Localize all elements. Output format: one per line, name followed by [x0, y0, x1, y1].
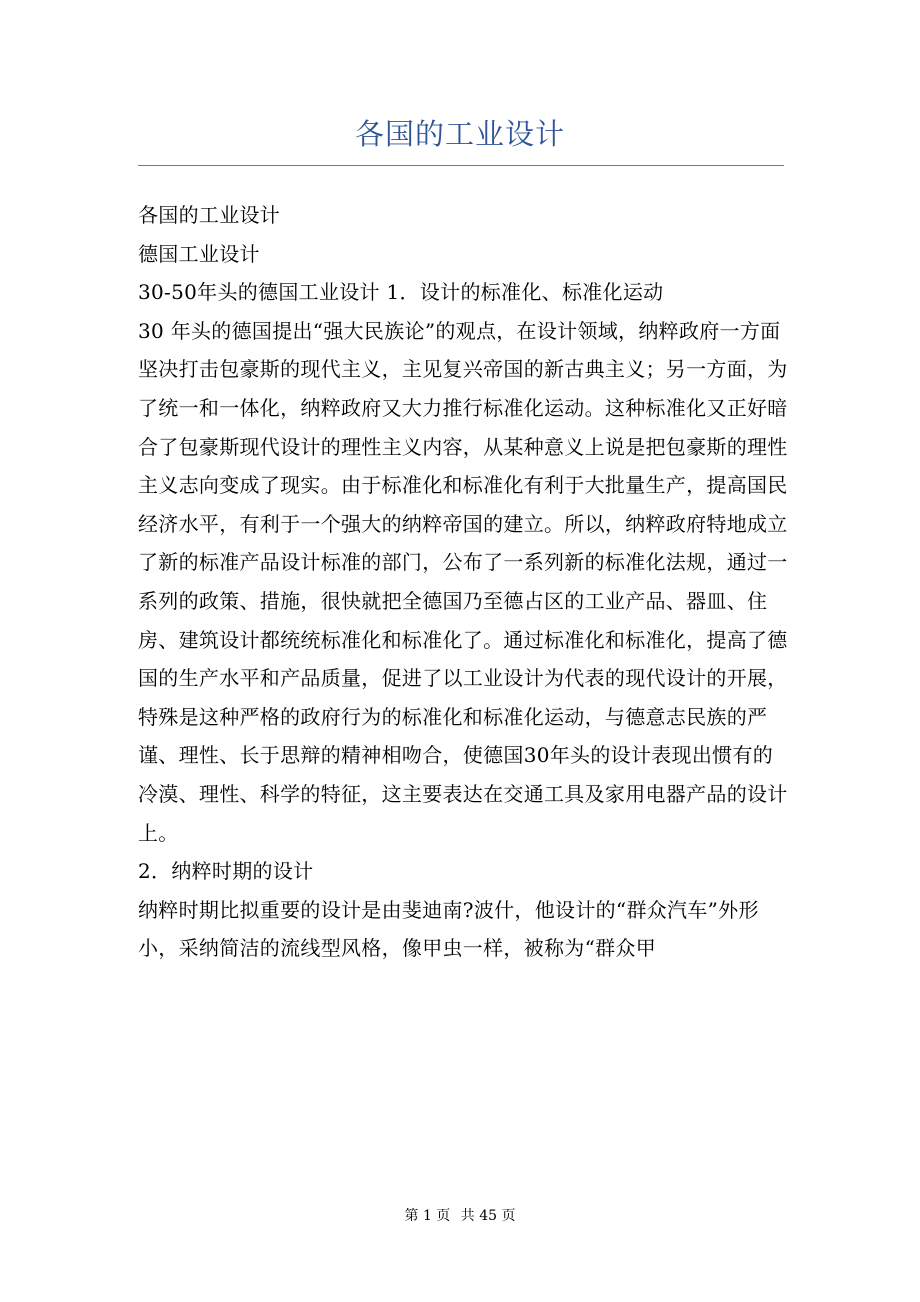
page-number: 第 1 页 [404, 1208, 451, 1224]
page-total: 共 45 页 [460, 1208, 516, 1224]
paragraph-heading-4: 2．纳粹时期的设计 [138, 859, 314, 884]
document-title: 各国的工业设计 [354, 117, 565, 151]
paragraph-heading-3: 30-50年头的德国工业设计 1．设计的标准化、标准化运动 [138, 280, 664, 305]
paragraph-heading-1: 各国的工业设计 [138, 203, 281, 227]
page-footer [0, 1206, 920, 1226]
paragraph-body-1: 30 年头的德国提出“强大民族论”的观点，在设计领域，纳粹政府一方面坚决打击包豪斯的现代主义，主见复兴帝国的新古典主义；另一方面，为了统一和一体化，纳粹政府又大力推行标准化运动。这种标准化又正好暗合了包豪斯现代设计的理性主义内容，从某种意义上说是把包豪斯的理性主义志向变成了现实。由于标准化和标准化有利于大批量生产，提高国民经济水平，有利于一个强大的纳粹帝国的建立。所以，纳粹政府特地成立了新的标准产品设计标准的部门，公布了一系列新的标准化法规，通过一系列的政策、措施，很快就把全德国乃至德占区的工业产品、器皿、住房、建筑设计都统统标准化和标准化了。通过标准化和标准化，提高了德国的生产水平和产品质量，促进了以工业设计为代表的现代设计的开展，特殊是这种严格的政府行为的标准化和标准化运动，与德意志民族的严谨、理性、长于思辩的精神相吻合，使德国30年头的设计表现出惯有的冷漠、理性、科学的特征，这主要表达在交通工具及家用电器产品的设计上。 [138, 318, 788, 845]
paragraph-body-2: 纳粹时期比拟重要的设计是由斐迪南?波什，他设计的“群众汽车”外形小，采纳简洁的流线型风格，像甲虫一样，被称为“群众甲 [138, 897, 759, 961]
document-body [138, 196, 788, 968]
title-divider [138, 165, 784, 166]
paragraph-heading-2: 德国工业设计 [138, 241, 260, 266]
